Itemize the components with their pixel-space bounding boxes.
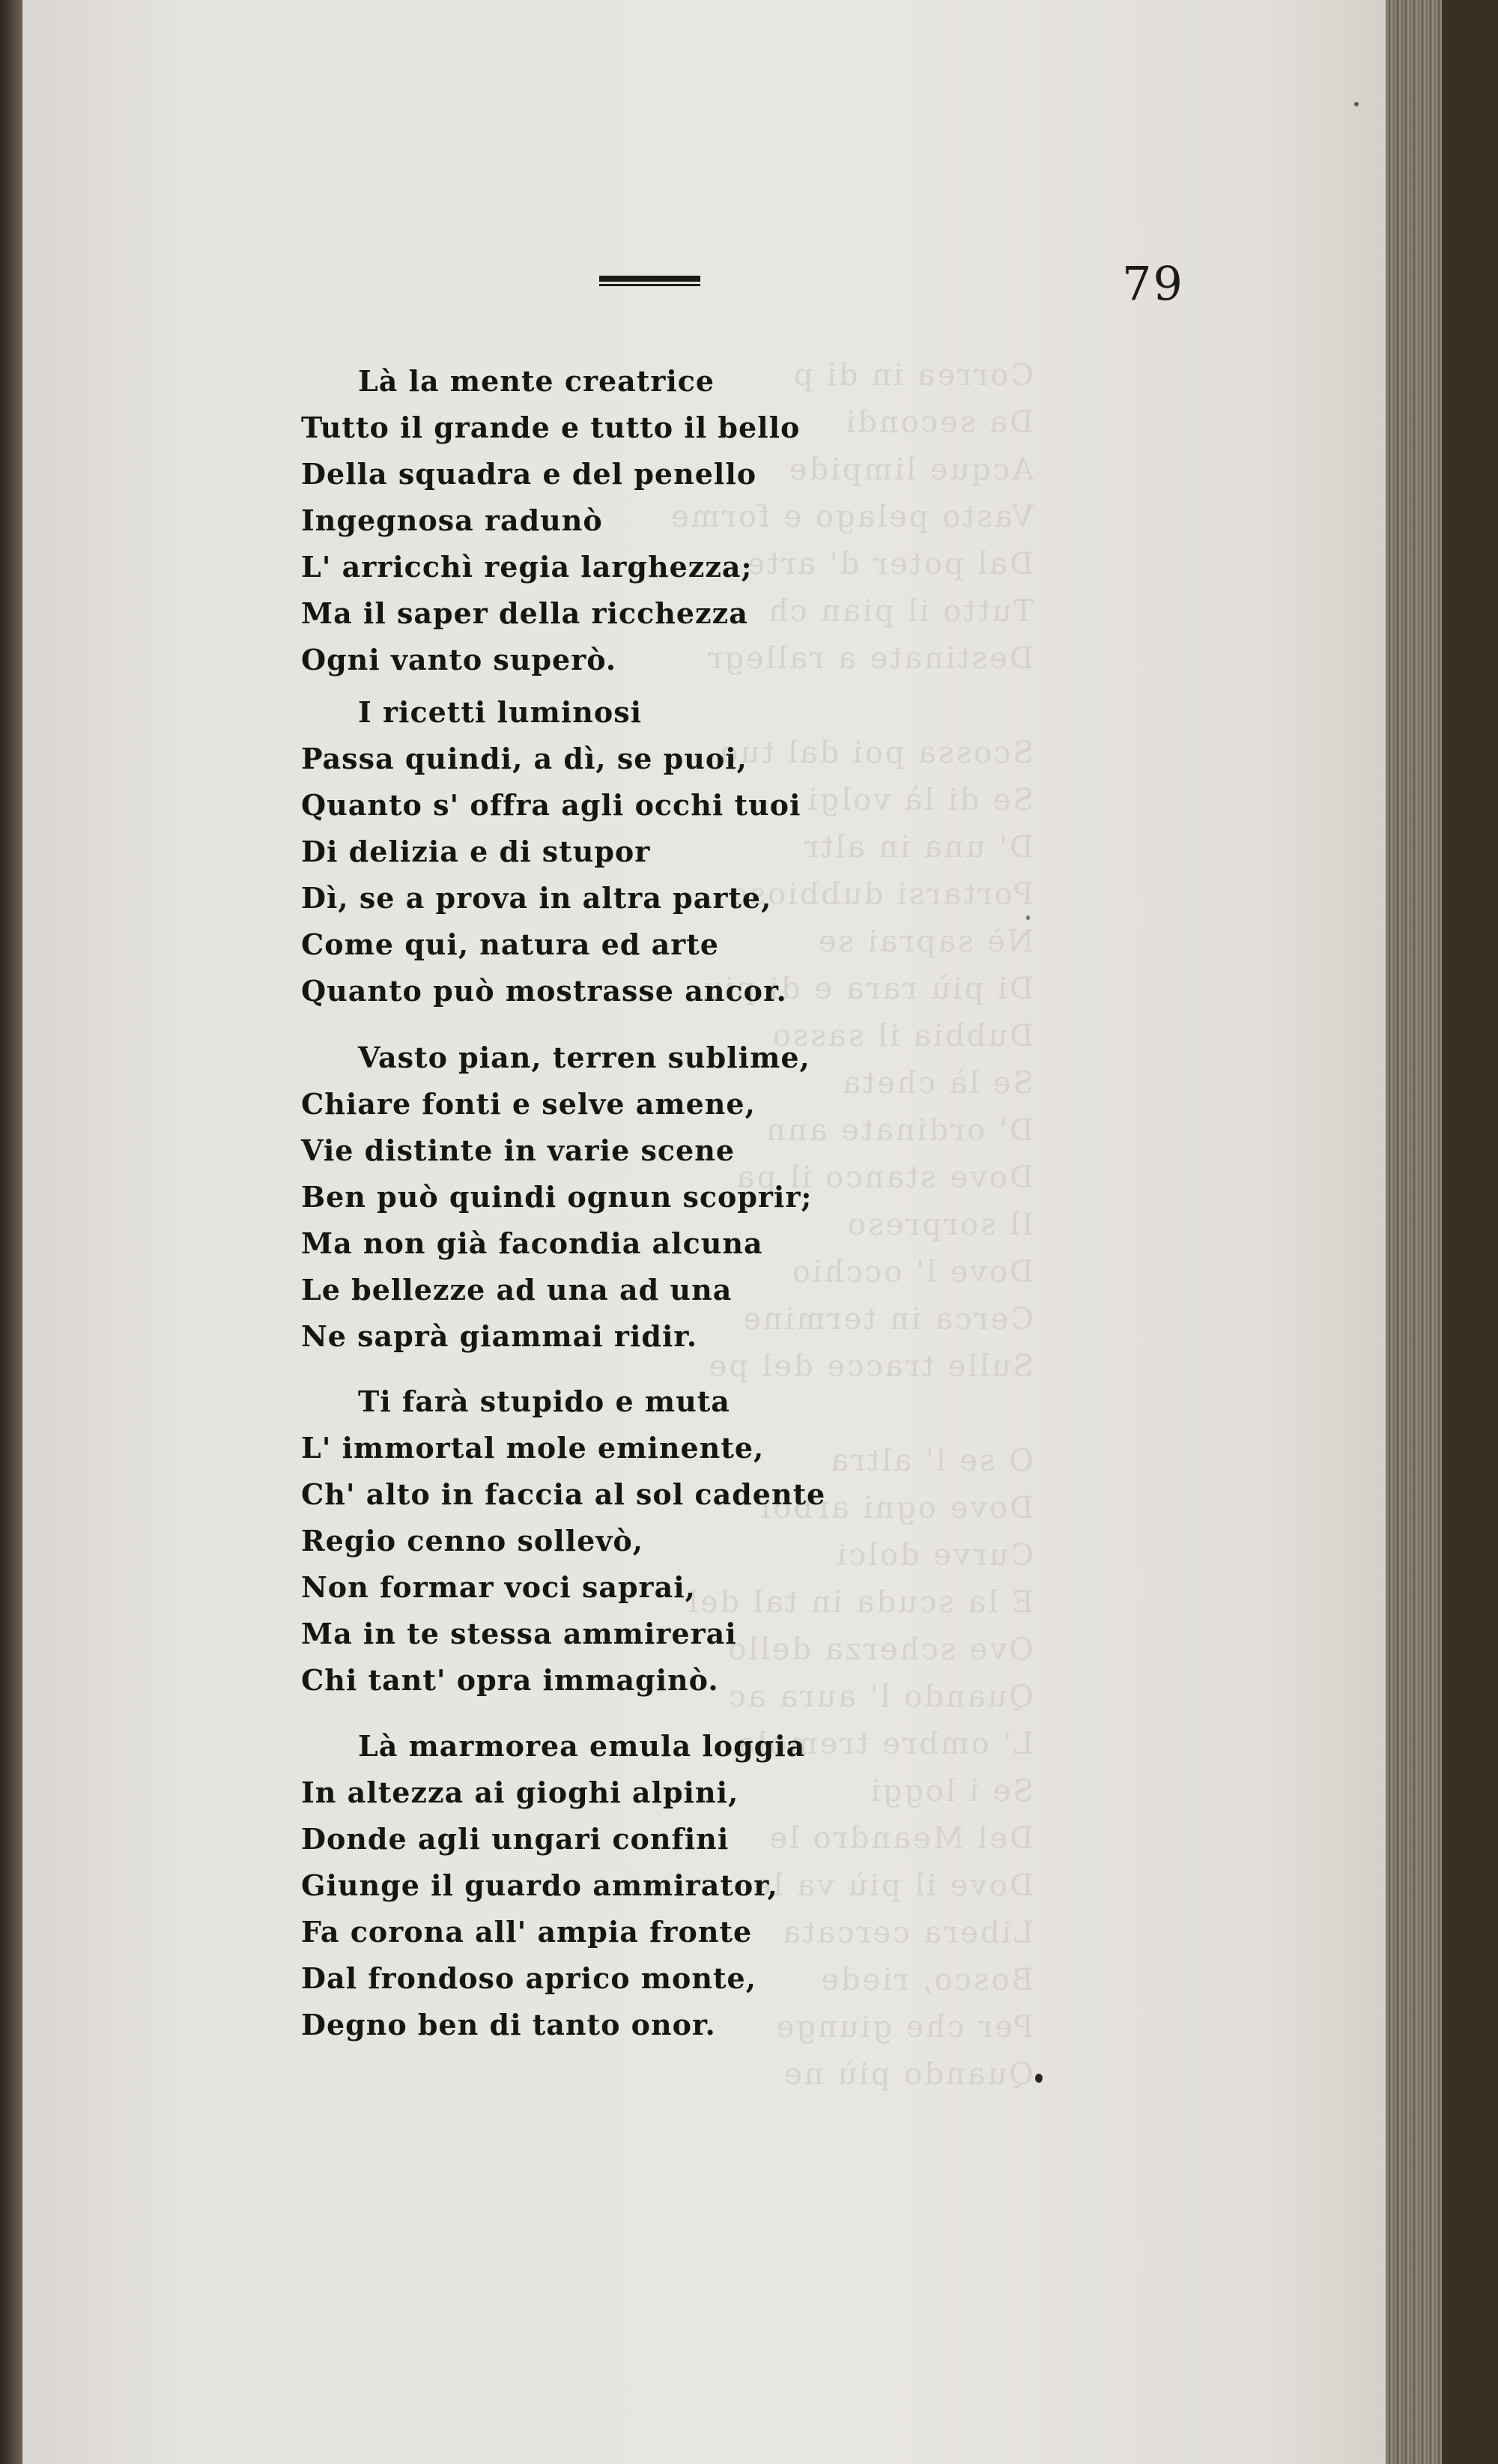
stanza [301, 1723, 805, 2048]
stanza [301, 689, 801, 1014]
verse-line: Degno ben di tanto onor. [301, 2008, 716, 2041]
verse-line: Ogni vanto superò. [301, 643, 617, 676]
verse-line: Giunge il guardo ammirator, [301, 1868, 778, 1902]
verse-line: Ma in te stessa ammirerai [301, 1617, 737, 1650]
page-edges [1386, 0, 1442, 2464]
verse-line: Quanto s' offra agli occhi tuoi [301, 788, 801, 822]
header-rule [599, 276, 700, 286]
verse-line: Le bellezze ad una ad una [301, 1273, 733, 1307]
verse-line: Quanto può mostrasse ancor. [301, 974, 787, 1008]
verse-line: Donde agli ungari confini [301, 1822, 730, 1856]
verse-line: Come qui, natura ed arte [301, 927, 719, 961]
ink-speck [1035, 2074, 1043, 2083]
ink-speck [1026, 915, 1030, 920]
verse-line: Dal frondoso aprico monte, [301, 1961, 756, 1995]
verse-line: Ch' alto in faccia al sol cadente [301, 1477, 826, 1511]
verse-line: Là marmorea emula loggia [358, 1729, 806, 1763]
verse-line: Ne saprà giammai ridir. [301, 1319, 698, 1353]
verse-line: Dì, se a prova in altra parte, [301, 881, 772, 915]
verse-line: Regio cenno sollevò, [301, 1524, 643, 1558]
ink-speck [1354, 102, 1359, 106]
verse-line: Fa corona all' ampia fronte [301, 1915, 753, 1949]
verse-line: Chiare fonti e selve amene, [301, 1087, 756, 1121]
verse-line: In altezza ai gioghi alpini, [301, 1776, 739, 1809]
verse-line: Ingegnosa radunò [301, 503, 603, 537]
stanza [301, 1378, 825, 1704]
verse-line: I ricetti luminosi [358, 695, 643, 729]
verse-line: Là la mente creatrice [358, 364, 715, 398]
verse-line: Della squadra e del penello [301, 457, 757, 491]
verse-line: Ma il saper della ricchezza [301, 596, 748, 630]
verse-line: Vie distinte in varie scene [301, 1133, 736, 1167]
verse-line: Passa quindi, a dì, se puoi, [301, 742, 748, 775]
verse-line: Non formar voci saprai, [301, 1570, 696, 1604]
verse-line: Ti farà stupido e muta [358, 1384, 730, 1418]
verse-line: L' immortal mole eminente, [301, 1431, 765, 1465]
verse-line: Tutto il grande e tutto il bello [301, 411, 801, 444]
bleed-through-text: Correa in di p Da secondi Acque limpide Vasto pelago e forme Dal poter d' arte Tutto il pian ch Destinate a rallegr Scossa poi dal tuo Se di là volgi D' una in altr Portarsi dubbioso Nè saprai se Di più rara e di piu Dubbia il sasso Se là cheta D' ordinate ann Dove stanco il pa Il sorpreso Dove l' occhio Cerca in termine Sulle tracce del pe O se l' altra Dove ogni arbor Curve dolci E la scuda in tal del Ove scherza dello Quando l' aura ac L' ombre tremola Se i loggi Del Meandro le Dove il più va le Libera cercata Bosco, riede Per che giunge Quando più ne [669, 358, 1034, 2092]
stanza [301, 1035, 812, 1360]
verse-line: Di delizia e di stupor [301, 835, 651, 868]
verse-line: L' arricchì regia larghezza; [301, 550, 753, 584]
scan-background-left [0, 0, 22, 2464]
page-number: 79 [1122, 256, 1184, 311]
verse-line: Chi tant' opra immaginò. [301, 1663, 719, 1697]
stanza [301, 358, 800, 683]
verse-line: Ben può quindi ognun scoprir; [301, 1180, 813, 1214]
verse-line: Ma non già facondia alcuna [301, 1226, 763, 1260]
book-page [22, 0, 1442, 2464]
verse-line: Vasto pian, terren sublime, [358, 1041, 810, 1074]
